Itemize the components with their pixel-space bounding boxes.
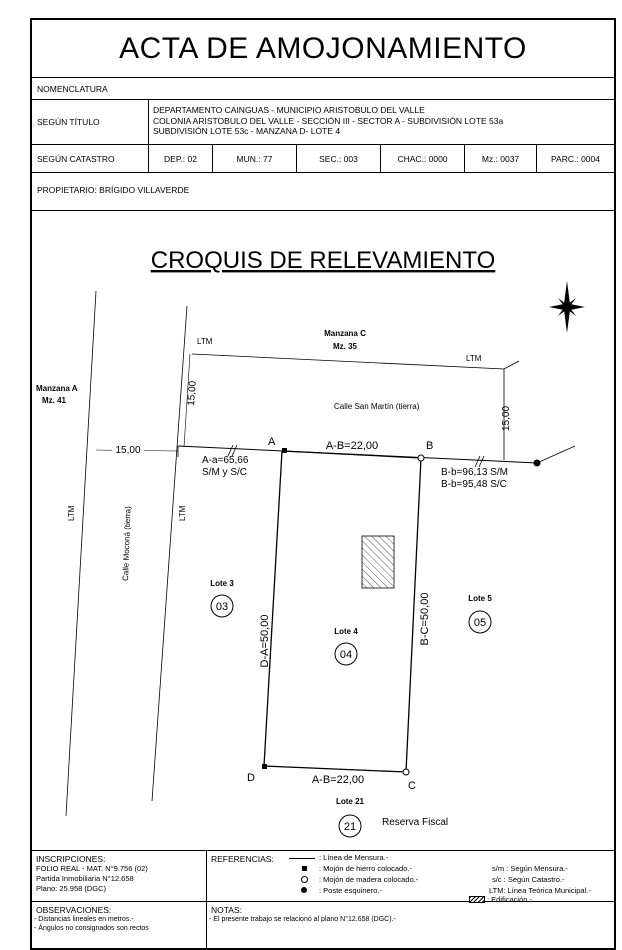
- ltm-tick: [504, 361, 519, 369]
- lote-4-boundary: [264, 451, 421, 772]
- ref-hierro: : Mojón de hierro colocado.-: [319, 864, 412, 873]
- ref-madera: : Mojón de madera colocado.-: [319, 875, 419, 884]
- ref-edif: : Edificación.-: [487, 895, 533, 904]
- inscripciones-line-1: FOLIO REAL - MAT. N°9.756 (02): [36, 864, 148, 873]
- document-frame: [30, 18, 616, 950]
- ref-sm: s/m : Según Mensura.-: [492, 864, 568, 873]
- bb2-label: B-b=95,48 S/C: [441, 479, 507, 490]
- catastro-chac: CHAC.: 0000: [381, 145, 465, 172]
- mojon-hierro-icon: [302, 866, 307, 871]
- ref-ltm: LTM: Línea Teórica Municipal.-: [489, 886, 591, 895]
- titulo-line-1: DEPARTAMENTO CAINGUAS - MUNICIPIO ARISTOBULO DEL VALLE: [153, 105, 425, 115]
- inscripciones-box: [32, 850, 207, 902]
- ltm-line-west: [66, 291, 96, 816]
- mojon-madera-icon: [403, 769, 409, 775]
- ltm-line-north: [192, 354, 504, 369]
- lote-5-number: 05: [473, 617, 487, 629]
- referencias-box: [207, 850, 614, 902]
- titulo-line-2: COLONIA ARISTOBULO DEL VALLE - SECCIÓN III - SECTOR A - SUBDIVISIÓN LOTE 53a: [153, 115, 504, 126]
- north-arrow-icon: [549, 281, 585, 333]
- manzana-c-mz: Mz. 35: [332, 342, 358, 351]
- ref-poste: : Poste esquinero.-: [319, 886, 382, 895]
- ltm-label-west: LTM: [67, 505, 76, 521]
- manzana-c-label: Manzana C: [324, 329, 366, 338]
- calle-mocona-label: Calle Moconá (tierra): [121, 506, 133, 582]
- bc-label: B-C=50,00: [419, 592, 431, 646]
- titulo-line-3: SUBDIVISIÓN LOTE 53c - MANZANA D- LOTE 4: [153, 126, 341, 136]
- aa-sub-label: S/M y S/C: [202, 467, 248, 478]
- ltm-label-north-left: LTM: [197, 337, 213, 346]
- inscripciones-label: INSCRIPCIONES:: [36, 854, 106, 864]
- observaciones-box: [32, 902, 207, 950]
- catastro-dep: DEP.: 02: [149, 145, 213, 172]
- dim-15-right-label: 15,00: [501, 405, 512, 431]
- lote-21-label: Lote 21: [335, 797, 365, 806]
- referencias-label: REFERENCIAS:: [211, 854, 274, 864]
- manzana-a-mz: Mz. 41: [42, 396, 67, 405]
- reserva-fiscal-label: Reserva Fiscal: [382, 817, 449, 828]
- point-b-label: B: [426, 440, 434, 452]
- point-a-label: A: [268, 436, 276, 448]
- lote-3-number: 03: [215, 601, 229, 613]
- notas-box: [207, 902, 614, 950]
- catastro-mun: MUN.: 77: [213, 145, 297, 172]
- ab-bottom-label: A-B=22,00: [311, 774, 365, 786]
- edificacion-hatch: [362, 536, 394, 588]
- ref-linea: : Línea de Mensura.-: [319, 853, 389, 862]
- lote-5-label: Lote 5: [468, 594, 492, 603]
- segun-titulo-row: [32, 100, 614, 145]
- notas-text: - El presente trabajo se relacionó al plano N°12.658 (DGC).-: [209, 916, 396, 923]
- catastro-parc: PARC.: 0004: [551, 153, 600, 164]
- catastro-sec: SEC.: 003: [297, 145, 381, 172]
- poste-icon: [534, 460, 541, 467]
- lote-21-number: 21: [343, 821, 357, 833]
- point-c-label: C: [408, 780, 416, 792]
- ref-sc: s/c : Según Catastro.-: [492, 875, 565, 884]
- observaciones-line-1: - Distancias lineales en metros.-: [34, 916, 134, 923]
- observaciones-label: OBSERVACIONES:: [36, 905, 112, 915]
- point-d-label: D: [247, 772, 255, 784]
- nomenclatura-label: NOMENCLATURA: [32, 78, 614, 100]
- da-label: D-A=50,00: [259, 614, 271, 668]
- dim-15-label: 15,00: [115, 445, 141, 456]
- ltm-label-north-right: LTM: [466, 354, 482, 363]
- lote-3-label: Lote 3: [210, 579, 234, 588]
- poste-icon: [301, 887, 307, 893]
- calle-san-martin-label: Calle San Martín (tierra): [334, 402, 420, 411]
- croquis-title: CROQUIS DE RELEVAMIENTO: [150, 247, 496, 274]
- document-title: ACTA DE AMOJONAMIENTO: [32, 20, 614, 78]
- ab-top-label: A-B=22,00: [325, 440, 379, 452]
- ltm-line-mocona: [152, 306, 187, 801]
- linea-mensura-icon: [289, 858, 315, 859]
- dim-15-left-label: 15,00: [186, 380, 199, 407]
- lote-4-label: Lote 4: [334, 627, 358, 636]
- croquis-sketch: [32, 211, 614, 851]
- ltm-label-mocona: LTM: [178, 505, 187, 521]
- segun-titulo-text: [149, 105, 503, 137]
- inscripciones-line-2: Partida Inmobiliaria N°12.658: [36, 874, 134, 883]
- mojon-madera-icon: [301, 876, 308, 883]
- segun-catastro-label: SEGÚN CATASTRO: [32, 145, 149, 172]
- mojon-madera-icon: [418, 455, 424, 461]
- bottom-section: [32, 850, 614, 948]
- manzana-a-label: Manzana A: [36, 384, 78, 393]
- lote-4-number: 04: [339, 649, 353, 661]
- bb1-label: B-b=96,13 S/M: [441, 467, 508, 478]
- mojon-hierro-icon: [282, 448, 287, 453]
- inscripciones-line-3: Plano: 25.958 (DGC): [36, 884, 107, 893]
- street-south-ext: [537, 446, 575, 463]
- observaciones-line-2: - Ángulos no consignados son rectos: [34, 925, 149, 932]
- notas-label: NOTAS:: [211, 905, 243, 915]
- segun-titulo-label: SEGÚN TÍTULO: [32, 100, 149, 144]
- mojon-hierro-icon: [262, 764, 267, 769]
- catastro-mz: Mz.: 0037: [465, 145, 537, 172]
- aa-label: A-a=65,66: [202, 455, 249, 466]
- propietario: PROPIETARIO: BRÍGIDO VILLAVERDE: [32, 173, 614, 211]
- segun-catastro-row: [32, 145, 614, 173]
